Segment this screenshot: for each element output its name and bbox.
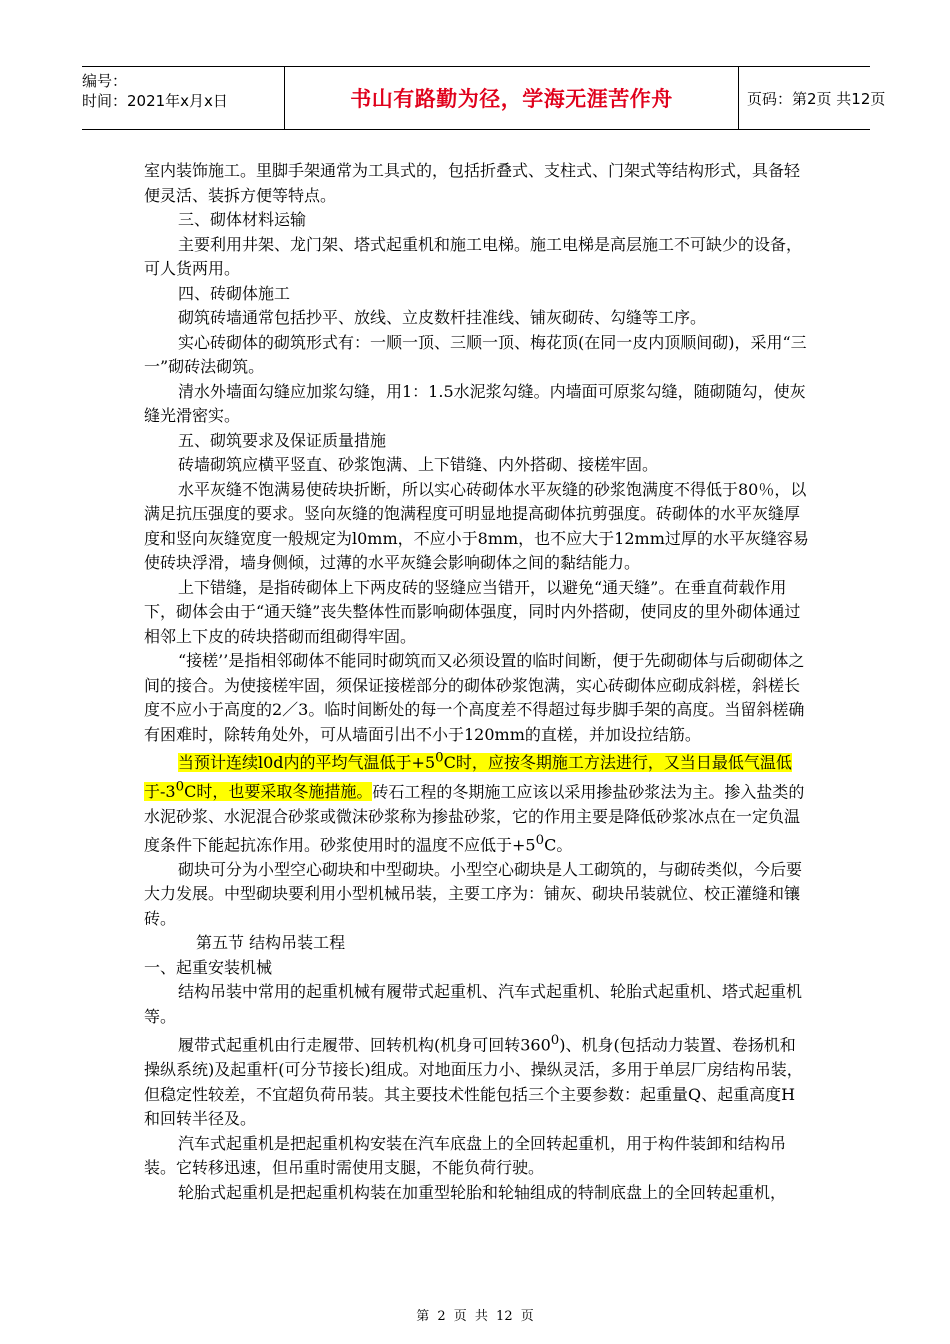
paragraph: 砖墙砌筑应横平竖直、砂浆饱满、上下错缝、内外搭砌、接槎牢固。 [178,455,659,474]
header-motto: 书山有路勤为径，学海无涯苦作舟 [284,67,739,129]
paragraph: 上下错缝，是指砖砌体上下两皮砖的竖缝应当错开，以避免“通天缝”。在垂直荷载作用下，砌体会由于“通天缝”丧失整体性而影响砌体强度，同时内外搭砌，使同皮的里外砌体通过相邻上下皮的砖块搭砌而组砌得牢固。 [144,577,801,646]
section-title: 第五节 结构吊装工程 [196,933,346,953]
number-label: 编号： [82,72,128,90]
page-header [82,66,886,130]
paragraph: 水平灰缝不饱满易使砖块折断，所以实心砖砌体水平灰缝的砂浆饱满度不得低于80％，以满足抗压强度的要求。竖向灰缝的饱满程度可明显地提高砌体抗剪强度。砖砌体的水平灰缝厚度和竖向灰缝宽度一般规定为l0mm，不应小于8mm，也不应大于12mm过厚的水平灰缝容易使砖块浮滑，墙身侧倾，过薄的水平灰缝会影响砌体之间的黏结能力。 [144,479,809,572]
date-line: 时间：2021年x月x日 [82,92,228,110]
paragraph: 结构吊装中常用的起重机械有履带式起重机、汽车式起重机、轮胎式起重机、塔式起重机等。 [144,982,803,1026]
paragraph: 砌块可分为小型空心砌块和中型砌块。小型空心砌块是人工砌筑的，与砌砖类似，今后要大力发展。中型砌块要利用小型机械吊装，主要工序为：铺灰、砌块吊装就位、校正灌缝和镶砖。 [144,859,803,928]
paragraph: 实心砖砌体的砌筑形式有：一顺一顶、三顺一顶、梅花顶(在同一皮内顶顺间砌)，采用“三一”砌砖法砌筑。 [144,332,807,376]
paragraph: “接槎’’是指相邻砌体不能同时砌筑而又必须设置的临时间断，便于先砌砌体与后砌砌体之间的接合。为使接槎牢固，须保证接槎部分的砌体砂浆饱满，实心砖砌体应砌成斜槎，斜槎长度不应小于高度的2／3。临时间断处的每一个高度差不得超过每步脚手架的高度。当留斜槎确有困难时，除转角处外，可从墙面引出不小于120mm的直槎，并加设拉结筋。 [144,651,805,744]
paragraph: 室内装饰施工。里脚手架通常为工具式的，包括折叠式、支柱式、门架式等结构形式，具备轻便灵活、装拆方便等特点。 [144,161,801,205]
paragraph: 汽车式起重机是把起重机构安装在汽车底盘上的全回转起重机，用于构件装卸和结构吊装。它转移迅速，但吊重时需使用支腿，不能负荷行驶。 [144,1133,787,1178]
crawler-paragraph: 履带式起重机由行走履带、回转机构(机身可回转$360^0$)、机身(包括动力装置、卷扬机和操纵系统)及起重杆(可分节接长)组成。对地面压力小、操纵灵活，多用于单层厂房结构吊装，但稳定性较差，不宜超负荷吊装。其主要技术性能包括三个主要参数：起重量Q、起重高度H和回转半径及。 [144,1033,803,1129]
header-meta [82,67,284,129]
heading-3: 三、砌体材料运输 [178,210,307,229]
document-body [144,159,809,1205]
paragraph: 轮胎式起重机是把起重机构装在加重型轮胎和轮轴组成的特制底盘上的全回转起重机， [178,1182,787,1202]
paragraph: 清水外墙面勾缝应加浆勾缝，用1：1.5水泥浆勾缝。内墙面可原浆勾缝，随砌随勾，使灰缝光滑密实。 [144,381,806,425]
heading-5: 五、砌筑要求及保证质量措施 [178,430,387,450]
heading-4: 四、砖砌体施工 [178,283,291,303]
winter-paragraph: 当预计连续l0d内的平均气温低于$+5^0C$时，应按冬期施工方法进行，又当日最低气温低于$-3^0C$时，也要采取冬施措施。砖石工程的冬期施工应该以采用掺盐砂浆法为主。掺入盐类的水泥砂浆、水泥混合砂浆或微沫砂浆称为掺盐砂浆，它的作用主要是降低砂浆冰点在一定负温度条件下能起抗冻作用。砂浆使用时的温度不应低于$+5^0C$。 [144,751,805,855]
highlighted-text: 当预计连续l0d内的平均气温低于$+5^0C$时，应按冬期施工方法进行，又当日最低气温低于$-3^0C$时，也要采取冬施措施。 [144,751,792,802]
subsection-heading: 一、起重安装机械 [144,957,273,977]
paragraph: 砌筑砖墙通常包括抄平、放线、立皮数杆挂准线、铺灰砌砖、勾缝等工序。 [178,308,707,327]
page-footer: 第 2 页 共 12 页 [416,1309,534,1324]
header-page-info: 页码：第2页 共12页 [747,89,886,108]
paragraph: 主要利用井架、龙门架、塔式起重机和施工电梯。施工电梯是高层施工不可缺少的设备，可人货两用。 [144,234,803,278]
